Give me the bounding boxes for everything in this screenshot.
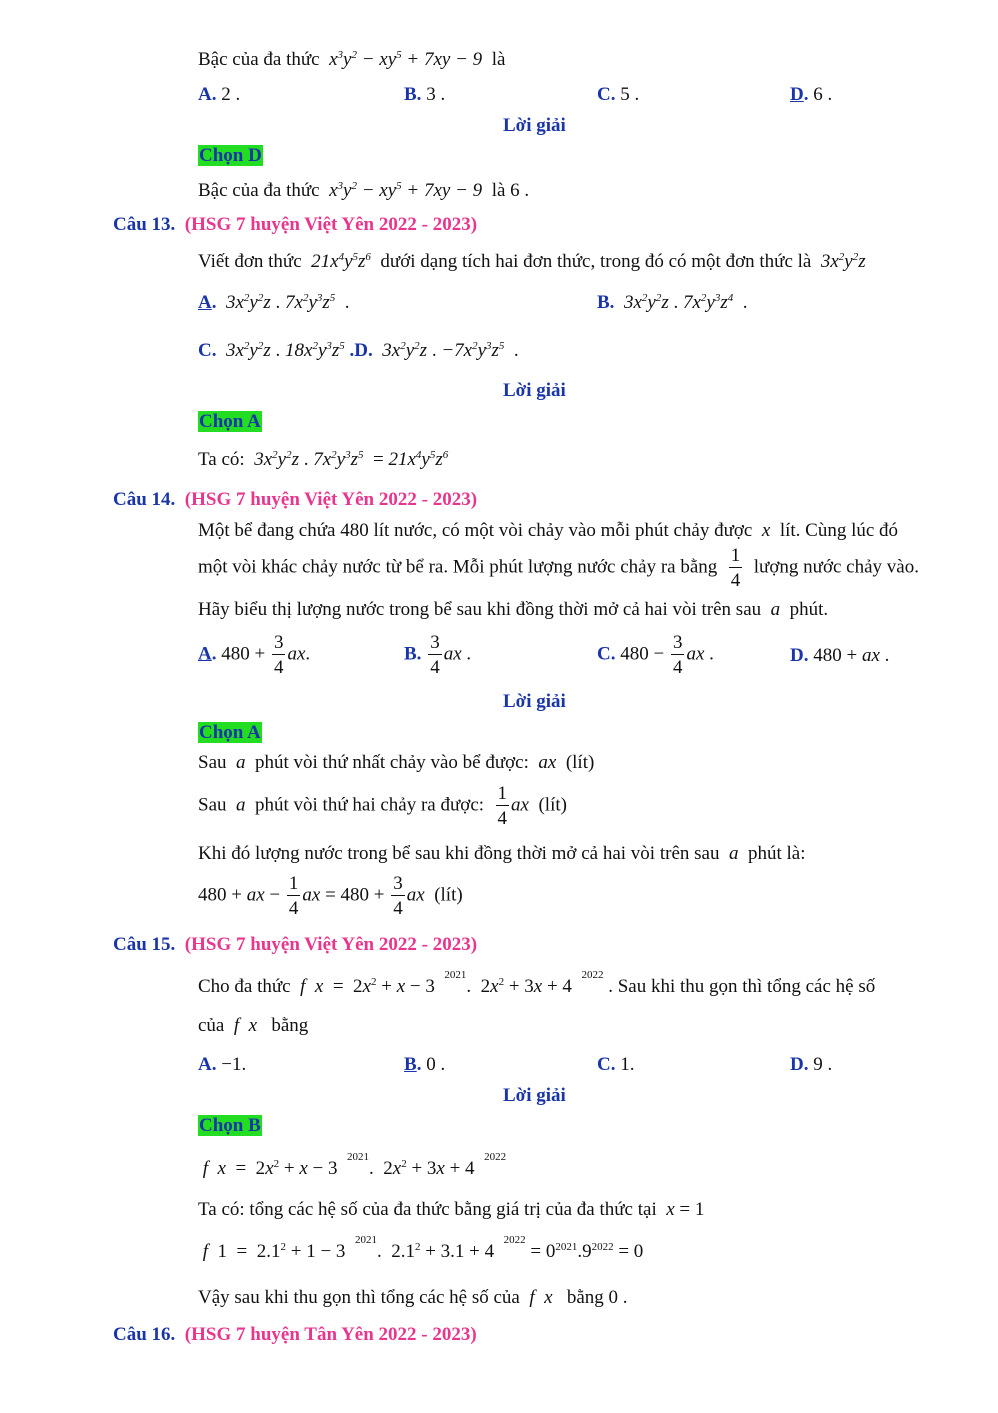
q12-option-d[interactable]: D. 6 . bbox=[790, 84, 833, 105]
q14-solution-line2: Sau a phút vòi thứ hai chảy ra được: $\frac{1}{4}$ ax (lít) bbox=[198, 783, 567, 829]
q14-option-c[interactable]: C. 480 − $\frac{3}{4}$ ax . bbox=[597, 632, 714, 678]
q15-header: Câu 15. (HSG 7 huyện Việt Yên 2022 - 2023) bbox=[113, 934, 478, 955]
q13-prompt: Viết đơn thức $21x^4y^5z^6$ dưới dạng tích hai đơn thức, trong đó có một đơn thức là $3x^2y^2z$ bbox=[198, 251, 866, 272]
q14-header: Câu 14. (HSG 7 huyện Việt Yên 2022 - 2023) bbox=[113, 489, 478, 510]
q14-prompt-line1: Một bể đang chứa 480 lít nước, có một vòi chảy vào mỗi phút chảy được x lít. Cùng lúc đó bbox=[198, 520, 899, 541]
q14-option-d[interactable]: D. 480 + ax . bbox=[790, 645, 890, 666]
q15-prompt-line1: Cho đa thức f $x = 2x^2 + x - 3$ $^{2021}$. $2x^2 + 3x + 4$ $^{2022}$ . Sau khi thu gọn thì tổng các hệ số bbox=[198, 969, 876, 997]
q12-solution-title: Lời giải bbox=[503, 115, 566, 136]
q15-chosen-answer: Chọn B bbox=[199, 1115, 261, 1136]
q15-solution-line2: Ta có: tổng các hệ số của đa thức bằng giá trị của đa thức tại x = 1 bbox=[198, 1199, 705, 1220]
q14-solution-line4: 480 + ax − $\frac{1}{4}$ ax = 480 + $\frac{3}{4}$ ax (lít) bbox=[198, 873, 463, 919]
q12-solution-text: Bậc của đa thức $x^3y^2 - xy^5 + 7xy - 9$ là 6 . bbox=[198, 180, 530, 201]
q14-prompt-line3: Hãy biểu thị lượng nước trong bể sau khi đồng thời mở cả hai vòi trên sau a phút. bbox=[198, 599, 829, 620]
q15-prompt-line2: của f x bằng bbox=[198, 1015, 309, 1036]
q13-solution-text: Ta có: $3x^2y^2z$ . $7x^2y^3z^5 = 21x^4y^5z^6$ bbox=[198, 449, 449, 470]
q13-chosen-answer: Chọn A bbox=[199, 411, 261, 432]
q12-option-b[interactable]: B. 3 . bbox=[404, 84, 446, 105]
q13-options-c-d[interactable]: C. $3x^2y^2z$ . $18x^2y^3z^5$ .D. $3x^2y^2z$ . $-7x^2y^3z^5$ . bbox=[198, 340, 519, 361]
q15-option-a[interactable]: A. −1. bbox=[198, 1054, 247, 1075]
q15-option-d[interactable]: D. 9 . bbox=[790, 1054, 833, 1075]
q14-prompt-line2: một vòi khác chảy nước từ bể ra. Mỗi phút lượng nước chảy ra bằng $\frac{1}{4}$ lượng nước chảy vào. bbox=[198, 545, 919, 591]
q15-solution-line4: Vậy sau khi thu gọn thì tổng các hệ số của f x bằng 0 . bbox=[198, 1287, 628, 1308]
q15-option-b[interactable]: B. 0 . bbox=[404, 1054, 446, 1075]
q15-solution-line3: f $1 = 2.1^2 + 1 - 3$ $^{2021}$. $2.1^2 + 3.1 + 4$ $^{2022} = 0^{2021}.9^{2022} = 0$ bbox=[202, 1234, 644, 1262]
q14-solution-line3: Khi đó lượng nước trong bể sau khi đồng thời mở cả hai vòi trên sau a phút là: bbox=[198, 843, 806, 864]
q13-solution-title: Lời giải bbox=[503, 380, 566, 401]
q12-chosen-answer: Chọn D bbox=[199, 145, 262, 166]
q14-option-b[interactable]: B. $\frac{3}{4}$ ax . bbox=[404, 632, 472, 678]
q15-option-c[interactable]: C. 1. bbox=[597, 1054, 635, 1075]
q12-option-a[interactable]: A. 2 . bbox=[198, 84, 241, 105]
q14-option-a[interactable]: A. 480 + $\frac{3}{4}$ ax. bbox=[198, 632, 311, 678]
q12-option-c[interactable]: C. 5 . bbox=[597, 84, 640, 105]
q15-solution-line1: f $x = 2x^2 + x - 3$ $^{2021}$. $2x^2 + 3x + 4$ $^{2022}$ bbox=[202, 1151, 507, 1179]
q15-solution-title: Lời giải bbox=[503, 1085, 566, 1106]
q14-solution-line1: Sau a phút vòi thứ nhất chảy vào bể được: ax (lít) bbox=[198, 752, 595, 773]
q13-header: Câu 13. (HSG 7 huyện Việt Yên 2022 - 2023) bbox=[113, 214, 478, 235]
q14-solution-title: Lời giải bbox=[503, 691, 566, 712]
q12-prompt: Bậc của đa thức $x^3y^2 - xy^5 + 7xy - 9$ là bbox=[198, 49, 506, 70]
q13-option-a[interactable]: A. $3x^2y^2z$ . $7x^2y^3z^5$ . bbox=[198, 292, 350, 313]
q16-header: Câu 16. (HSG 7 huyện Tân Yên 2022 - 2023) bbox=[113, 1324, 477, 1345]
q14-chosen-answer: Chọn A bbox=[199, 722, 261, 743]
q13-option-b[interactable]: B. $3x^2y^2z$ . $7x^2y^3z^4$ . bbox=[597, 292, 748, 313]
